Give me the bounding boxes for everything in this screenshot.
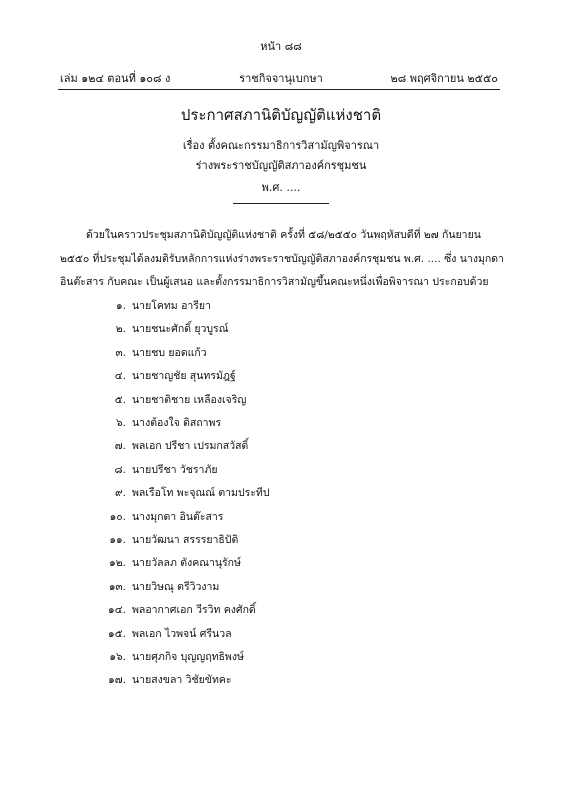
member-name: นายศุภกิจ บุญญฤทธิพงษ์ xyxy=(132,651,244,663)
title-divider xyxy=(233,203,329,204)
member-number: ๙. xyxy=(114,487,126,500)
member-name: นายโคทม อารียา xyxy=(132,300,211,312)
member-number: ๗. xyxy=(114,440,126,453)
member-number: ๑๕. xyxy=(108,627,126,640)
member-name: นายวัลลภ ตังคณานุรักษ์ xyxy=(132,557,241,570)
member-number: ๑. xyxy=(115,300,126,312)
member-number: ๕. xyxy=(114,393,126,406)
member-number: ๓. xyxy=(115,346,126,359)
gazette-name: ราชกิจจานุเบกษา xyxy=(239,72,323,85)
member-name: นายสงขลา วิชัยขัทคะ xyxy=(132,674,232,687)
member-number: ๑๓. xyxy=(108,580,126,593)
member-number: ๑๐. xyxy=(109,510,126,523)
member-number: ๑๔. xyxy=(108,604,126,617)
member-name: นายชบ ยอดแก้ว xyxy=(132,346,207,359)
member-name: นายชาญชัย สุนทรมัฎฐ์ xyxy=(132,370,236,383)
member-number: ๑๖. xyxy=(109,651,126,663)
volume-issue: เล่ม ๑๒๔ ตอนที่ ๑๐๘ ง xyxy=(60,72,171,85)
bill-year: พ.ศ. .... xyxy=(261,181,301,194)
member-name: พลเอก ไวพจน์ ศรีนวล xyxy=(132,627,232,640)
member-number: ๑๑. xyxy=(109,534,126,546)
member-name: นายวัฒนา สรรรยาธิปัติ xyxy=(132,534,239,546)
member-name: นายชนะศักดิ์ ยุวบูรณ์ xyxy=(132,323,229,336)
body-paragraph-line: ๒๕๕๐ ที่ประชุมได้ลงมติรับหลักการแห่งร่างพระราชบัญญัติสภาองค์กรชุมชน พ.ศ. .... ซึ่ง นางมุกดา xyxy=(60,253,504,265)
member-number: ๖. xyxy=(115,417,126,429)
body-paragraph-line: อินต๊ะสาร กับคณะ เป็นผู้เสนอ และตั้งกรรมาธิการวิสามัญขึ้นคณะหนึ่งเพื่อพิจารณา ประกอบด้วย xyxy=(60,276,489,288)
member-number: ๔. xyxy=(114,370,126,383)
publication-date: ๒๘ พฤศจิกายน ๒๕๕๐ xyxy=(390,72,498,85)
body-paragraph-line: ด้วยในคราวประชุมสภานิติบัญญัติแห่งชาติ ครั้งที่ ๕๘/๒๕๕๐ วันพฤหัสบดีที่ ๒๗ กันยายน xyxy=(86,229,481,241)
announcement-title: ประกาศสภานิติบัญญัติแห่งชาติ xyxy=(180,106,382,124)
member-number: ๑๒. xyxy=(109,557,126,570)
bill-name: ร่างพระราชบัญญัติสภาองค์กรชุมชน xyxy=(195,159,367,172)
announcement-subject: เรื่อง ตั้งคณะกรรมาธิการวิสามัญพิจารณา xyxy=(182,139,380,152)
member-name: พลอากาศเอก วีรวิท คงศักดิ์ xyxy=(132,604,256,617)
page-number: หน้า ๘๘ xyxy=(260,40,302,53)
member-name: นางมุกดา อินต๊ะสาร xyxy=(132,510,224,523)
member-name: นางต้องใจ ดิสถาพร xyxy=(132,417,222,429)
member-name: นายปรีชา วัชราภัย xyxy=(132,463,218,476)
member-name: นายวิษณุ ตรีวิวงาม xyxy=(132,580,220,593)
member-number: ๑๗. xyxy=(108,674,126,687)
member-number: ๘. xyxy=(114,463,126,476)
member-name: นายชาติชาย เหลืองเจริญ xyxy=(132,393,247,406)
header-divider xyxy=(58,89,500,90)
member-name: พลเรือโท พะจุณณ์ ตามประทีป xyxy=(132,487,270,500)
member-name: พลเอก ปรีชา เปรมกสวัสดิ์ xyxy=(132,440,249,453)
member-number: ๒. xyxy=(115,323,126,336)
